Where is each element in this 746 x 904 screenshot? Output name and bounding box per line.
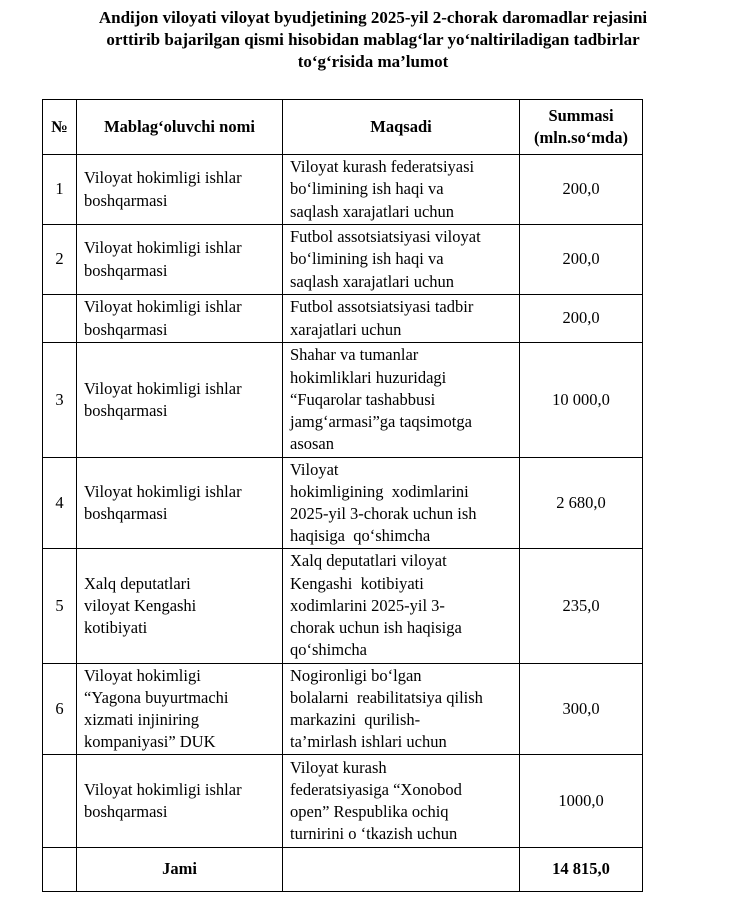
purpose-line: jamg‘armasi”ga taqsimotga	[290, 412, 472, 432]
row-number	[43, 295, 77, 343]
sum-cell: 200,0	[520, 155, 643, 225]
purpose-line: bolalarni reabilitatsiya qilish	[290, 687, 483, 707]
total-purpose-cell	[283, 848, 520, 892]
table-row	[43, 343, 643, 458]
purpose-line: xarajatlari uchun	[290, 319, 402, 339]
row-number	[43, 755, 77, 848]
purpose-cell	[283, 225, 520, 295]
purpose-line: Viloyat kurash	[290, 757, 387, 777]
row-number: 2	[43, 225, 77, 295]
sum-cell: 10 000,0	[520, 343, 643, 458]
purpose-cell	[283, 664, 520, 755]
payer-line: viloyat Kengashi	[84, 595, 197, 615]
purpose-line: “Fuqarolar tashabbusi	[290, 389, 436, 409]
title-line: to‘g‘risida ma’lumot	[297, 52, 449, 71]
payer-cell	[77, 225, 283, 295]
purpose-cell	[283, 295, 520, 343]
purpose-cell	[283, 155, 520, 225]
purpose-line: Futbol assotsiatsiyasi viloyat	[290, 227, 481, 247]
purpose-line: Shahar va tumanlar	[290, 345, 419, 365]
purpose-cell	[283, 343, 520, 458]
purpose-line: haqisiga qo‘shimcha	[290, 526, 431, 546]
header-payer: Mablag‘oluvchi nomi	[77, 100, 283, 155]
header-sum	[520, 100, 643, 155]
payer-line: boshqarmasi	[84, 504, 168, 523]
purpose-line: Viloyat kurash federatsiyasi	[290, 157, 475, 177]
total-number-cell	[43, 848, 77, 892]
payer-line: kotibiyati	[84, 618, 148, 638]
payer-cell	[77, 664, 283, 755]
table-row	[43, 664, 643, 755]
payer-cell	[77, 343, 283, 458]
payer-line: Viloyat hokimligi	[84, 665, 201, 685]
purpose-line: saqlash xarajatlari uchun	[290, 201, 455, 221]
purpose-line: bo‘limining ish haqi va	[290, 179, 444, 199]
payer-line: Viloyat hokimligi ishlar	[84, 779, 242, 799]
sum-cell: 300,0	[520, 664, 643, 755]
table-row	[43, 295, 643, 343]
total-label: Jami	[77, 848, 283, 892]
payer-cell	[77, 458, 283, 549]
purpose-line: Futbol assotsiatsiyasi tadbir	[290, 297, 474, 317]
row-number: 5	[43, 549, 77, 664]
payer-cell	[77, 155, 283, 225]
table-row	[43, 155, 643, 225]
purpose-cell	[283, 549, 520, 664]
payer-line: boshqarmasi	[84, 802, 168, 821]
sum-cell: 200,0	[520, 225, 643, 295]
row-number: 6	[43, 664, 77, 755]
purpose-line: turnirini o ‘tkazish uchun	[290, 824, 458, 844]
payer-line: boshqarmasi	[84, 401, 168, 420]
payer-line: Xalq deputatlari	[84, 573, 191, 593]
payer-line: boshqarmasi	[84, 319, 168, 339]
purpose-line: Nogironligi bo‘lgan	[290, 665, 422, 685]
purpose-line: open” Respublika ochiq	[290, 802, 449, 821]
table-row	[43, 755, 643, 848]
table-row	[43, 225, 643, 295]
purpose-cell	[283, 755, 520, 848]
row-number: 1	[43, 155, 77, 225]
purpose-line: xodimlarini 2025-yil 3-	[290, 595, 445, 615]
sum-cell: 200,0	[520, 295, 643, 343]
title-line: Andijon viloyati viloyat byudjetining 2025-yil 2-chorak daromadlar rejasini	[98, 8, 648, 27]
sum-cell: 2 680,0	[520, 458, 643, 549]
purpose-line: 2025-yil 3-chorak uchun ish	[290, 504, 477, 523]
purpose-line: saqlash xarajatlari uchun	[290, 271, 455, 291]
sum-cell: 1000,0	[520, 755, 643, 848]
header-sum-unit: (mln.so‘mda)	[534, 128, 628, 147]
total-sum: 14 815,0	[520, 848, 643, 892]
total-row	[43, 848, 643, 892]
payer-line: Viloyat hokimligi ishlar	[84, 168, 242, 188]
sum-cell: 235,0	[520, 549, 643, 664]
expenditure-table	[42, 99, 643, 892]
payer-line: Viloyat hokimligi ishlar	[84, 238, 242, 258]
purpose-line: federatsiyasiga “Xonobod	[290, 779, 462, 799]
table-row	[43, 549, 643, 664]
purpose-line: hokimligining xodimlarini	[290, 481, 469, 501]
row-number: 3	[43, 343, 77, 458]
header-sum-label: Summasi	[548, 105, 614, 125]
purpose-line: Viloyat	[290, 459, 339, 479]
purpose-line: asosan	[290, 434, 334, 454]
payer-line: “Yagona buyurtmachi	[84, 687, 229, 707]
purpose-line: Xalq deputatlari viloyat	[290, 551, 447, 571]
purpose-cell	[283, 458, 520, 549]
table-header-row	[43, 100, 643, 155]
payer-line: Viloyat hokimligi ishlar	[84, 297, 242, 317]
purpose-line: Kengashi kotibiyati	[290, 573, 424, 593]
payer-cell	[77, 295, 283, 343]
payer-cell	[77, 549, 283, 664]
row-number: 4	[43, 458, 77, 549]
title-line: orttirib bajarilgan qismi hisobidan mablag‘lar yo‘naltiriladigan tadbirlar	[106, 30, 640, 49]
payer-line: Viloyat hokimligi ishlar	[84, 481, 242, 501]
purpose-line: bo‘limining ish haqi va	[290, 249, 444, 269]
payer-line: Viloyat hokimligi ishlar	[84, 378, 242, 398]
payer-cell	[77, 755, 283, 848]
purpose-line: hokimliklari huzuridagi	[290, 367, 447, 387]
header-number: №	[43, 100, 77, 155]
document-title	[40, 7, 706, 73]
purpose-line: ta’mirlash ishlari uchun	[290, 732, 447, 752]
table-row	[43, 458, 643, 549]
payer-line: boshqarmasi	[84, 260, 168, 280]
purpose-line: qo‘shimcha	[290, 640, 367, 660]
payer-line: kompaniyasi” DUK	[84, 732, 216, 752]
purpose-line: chorak uchun ish haqisiga	[290, 618, 462, 638]
purpose-line: markazini qurilish-	[290, 710, 421, 729]
payer-line: xizmati injiniring	[84, 710, 200, 729]
header-purpose: Maqsadi	[283, 100, 520, 155]
payer-line: boshqarmasi	[84, 190, 168, 210]
